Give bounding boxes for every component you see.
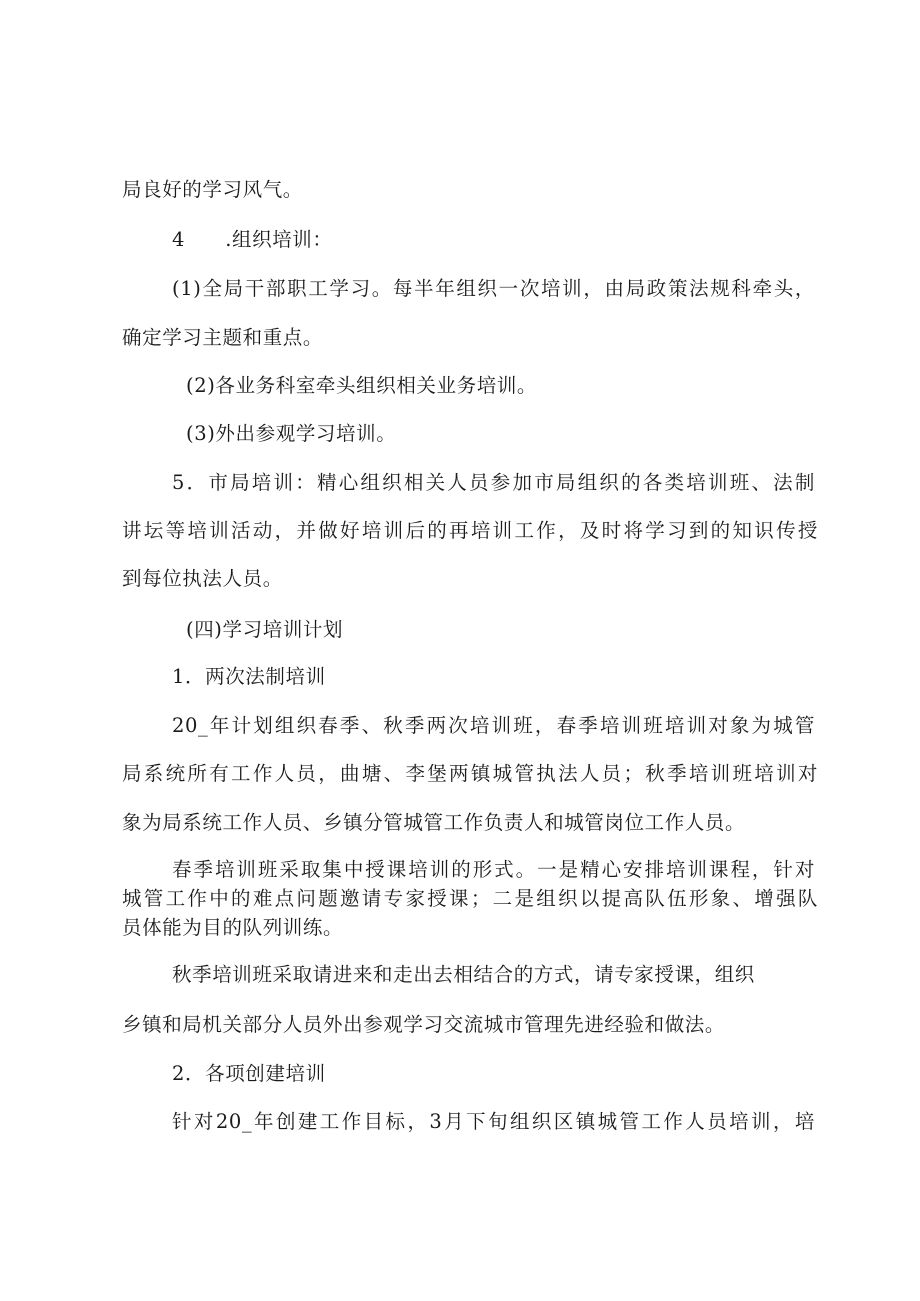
list-heading: 4 .组织培训：: [172, 228, 333, 251]
section-heading: (四)学习培训计划: [186, 618, 344, 641]
text-line: 秋季培训班采取请进来和走出去相结合的方式，请专家授课，组织: [172, 963, 755, 986]
text-line: 20_年计划组织春季、秋季两次培训班，春季培训班培训对象为城管: [172, 714, 815, 737]
text-line: 确定学习主题和重点。: [122, 326, 324, 349]
text-line: 乡镇和局机关部分人员外出参观学习交流城市管理先进经验和做法。: [122, 1013, 726, 1036]
text-line: 到每位执法人员。: [122, 567, 283, 590]
subsection-heading: 2．各项创建培训: [172, 1062, 326, 1085]
text-line: 城管工作中的难点问题邀请专家授课；二是组织以提高队伍形象、增强队: [122, 887, 818, 910]
text-line: 局良好的学习风气。: [122, 178, 303, 201]
text-line: 局系统所有工作人员，曲塘、李堡两镇城管执法人员；秋季培训班培训对: [122, 762, 818, 785]
text-line: 针对20_年创建工作目标，3月下旬组织区镇城管工作人员培训，培: [172, 1110, 815, 1133]
subsection-heading: 1．两次法制培训: [172, 665, 326, 688]
text-line: 春季培训班采取集中授课培训的形式。一是精心安排培训课程，针对: [172, 858, 815, 881]
text-line: 员体能为目的队列训练。: [122, 916, 344, 939]
text-line: 讲坛等培训活动，并做好培训后的再培训工作，及时将学习到的知识传授: [122, 519, 818, 542]
text-line: 5．市局培训：精心组织相关人员参加市局组织的各类培训班、法制: [172, 471, 815, 494]
list-item: (3)外出参观学习培训。: [186, 422, 397, 445]
list-item: (2)各业务科室牵头组织相关业务培训。: [186, 374, 538, 397]
text-line: (1)全局干部职工学习。每半年组织一次培训，由局政策法规科牵头，: [172, 277, 815, 300]
text-line: 象为局系统工作人员、乡镇分管城管工作负责人和城管岗位工作人员。: [122, 811, 746, 834]
